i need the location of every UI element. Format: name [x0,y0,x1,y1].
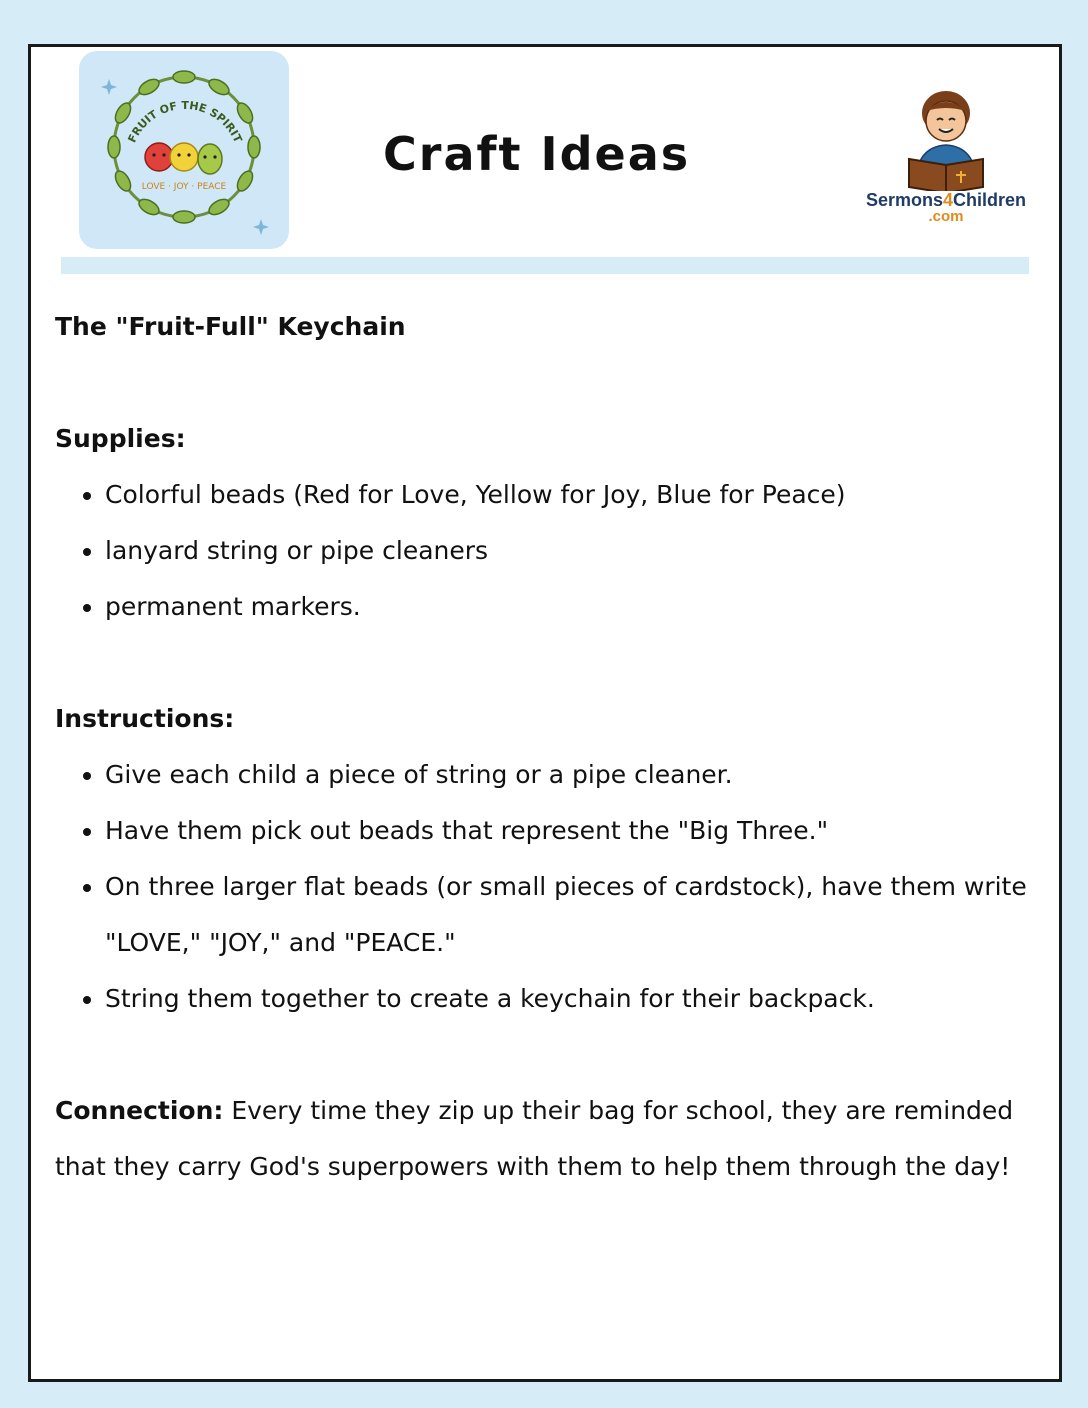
logo-wordmark: Sermons4Children [865,190,1027,210]
connection-text: Every time they zip up their bag for school, they are reminded that they carry God's superpowers with them to help them through the day! [55,1096,1014,1181]
craft-name: The "Fruit-Full" Keychain [55,312,406,341]
instructions-heading: Instructions: [55,704,235,733]
header-divider [61,257,1029,274]
fruit-of-the-spirit-badge [79,51,289,249]
list-item: • Have them pick out beads that represent the "Big Three." [105,803,1030,859]
logo-domain: .com [928,208,964,225]
supplies-heading: Supplies: [55,424,186,453]
connection-paragraph [55,1083,1030,1195]
lemon-icon [170,143,198,171]
list-item: • String them together to create a keychain for their backpack. [105,971,1030,1027]
list-item: • Colorful beads (Red for Love, Yellow for Joy, Blue for Peace) [105,467,1030,523]
instructions-list [55,747,1030,1027]
craft-content [55,299,1030,1195]
page-title: Craft Ideas [383,127,691,181]
apple-icon [145,143,173,171]
list-item: • permanent markers. [105,579,1030,635]
list-item: • On three larger flat beads (or small pieces of cardstock), have them write "LOVE," "JOY," and "PEACE." [105,859,1030,971]
list-item: • Give each child a piece of string or a pipe cleaner. [105,747,1030,803]
connection-label: Connection: [55,1096,224,1125]
worksheet-page [28,44,1062,1382]
supplies-list [55,467,1030,635]
svg-text:FRUIT OF THE SPIRIT: FRUIT OF THE SPIRIT [125,98,245,145]
list-item: • lanyard string or pipe cleaners [105,523,1030,579]
svg-text:LOVE · JOY · PEACE: LOVE · JOY · PEACE [141,182,227,192]
pear-icon [198,144,222,174]
wreath-illustration [79,51,289,249]
child-reading-icon [861,87,1031,191]
sermons4children-logo[interactable] [861,87,1031,237]
